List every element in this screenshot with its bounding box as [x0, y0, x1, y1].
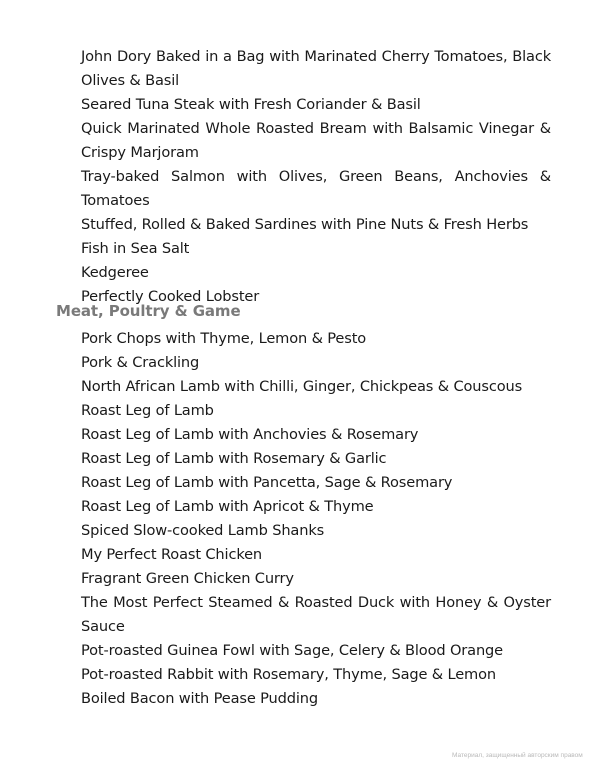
- section-heading-meat: Meat, Poultry & Game: [56, 302, 241, 320]
- recipe-item: Tray-baked Salmon with Olives, Green Beans, Anchovies & Tomatoes: [81, 168, 551, 209]
- recipe-item: The Most Perfect Steamed & Roasted Duck with Honey & Oyster Sauce: [81, 594, 551, 635]
- recipe-item: Roast Leg of Lamb with Rosemary & Garlic: [81, 450, 387, 467]
- recipe-item: Kedgeree: [81, 264, 149, 281]
- recipe-item: Pork & Crackling: [81, 354, 200, 371]
- recipe-item: Fragrant Green Chicken Curry: [81, 570, 294, 587]
- recipe-item: North African Lamb with Chilli, Ginger, Chickpeas & Couscous: [81, 378, 523, 395]
- recipe-item: Stuffed, Rolled & Baked Sardines with Pine Nuts & Fresh Herbs: [81, 216, 529, 233]
- recipe-item: Perfectly Cooked Lobster: [81, 288, 260, 305]
- recipe-item: John Dory Baked in a Bag with Marinated Cherry Tomatoes, Black Olives & Basil: [81, 48, 551, 89]
- recipe-item: Pot-roasted Rabbit with Rosemary, Thyme, Sage & Lemon: [81, 666, 497, 683]
- recipe-item: Roast Leg of Lamb: [81, 402, 214, 419]
- recipe-item: Pork Chops with Thyme, Lemon & Pesto: [81, 330, 367, 347]
- recipe-item: Roast Leg of Lamb with Anchovies & Rosemary: [81, 426, 419, 443]
- recipe-item: My Perfect Roast Chicken: [81, 546, 263, 563]
- recipe-item: Spiced Slow-cooked Lamb Shanks: [81, 522, 325, 539]
- recipe-item: Boiled Bacon with Pease Pudding: [81, 690, 318, 707]
- recipe-item: Fish in Sea Salt: [81, 240, 190, 257]
- recipe-item: Roast Leg of Lamb with Apricot & Thyme: [81, 498, 374, 515]
- recipe-item: Seared Tuna Steak with Fresh Coriander & Basil: [81, 96, 421, 113]
- recipe-item: Pot-roasted Guinea Fowl with Sage, Celery & Blood Orange: [81, 642, 503, 659]
- recipe-item: Roast Leg of Lamb with Pancetta, Sage & Rosemary: [81, 474, 453, 491]
- meat-recipe-list: [81, 327, 551, 711]
- fish-recipe-list: [81, 45, 551, 309]
- copyright-watermark: Материал, защищенный авторским правом: [452, 752, 583, 759]
- recipe-item: Quick Marinated Whole Roasted Bream with Balsamic Vinegar & Crispy Marjoram: [81, 120, 551, 161]
